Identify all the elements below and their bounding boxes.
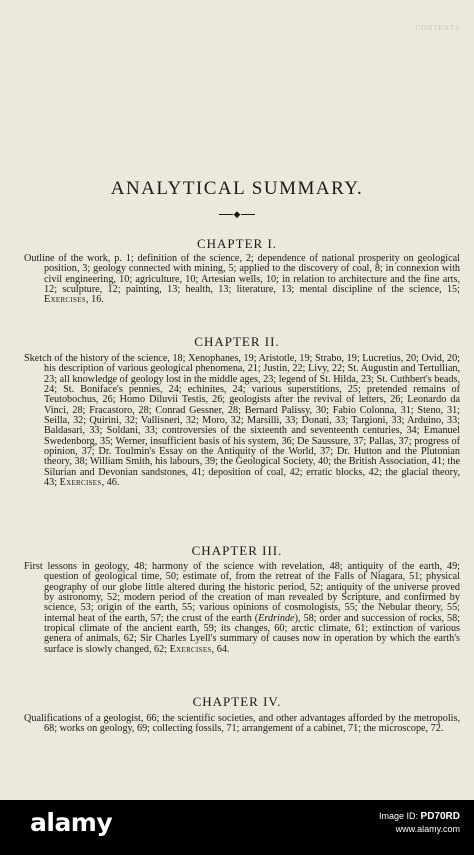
chapter-4-text: Qualifications of a geologist, 66; the scientific societies, and other advantages afforded by the metropolis, 68; works on geology, 69; collecting fossils, 71; arrangement of a cabinet, 71; the microscope, 72.	[24, 713, 460, 735]
chapter-3-summary	[24, 562, 460, 655]
ornament-rule-right	[241, 214, 255, 215]
chapter-1-heading: CHAPTER I.	[196, 236, 278, 251]
chapter-4-heading: CHAPTER IV.	[192, 694, 282, 709]
title-ornament	[0, 209, 474, 219]
chapter-2-end: , 46.	[101, 477, 120, 489]
chapter-1-summary	[24, 254, 460, 306]
image-id-label: Image ID:	[379, 811, 419, 821]
chapter-4-summary	[24, 714, 460, 735]
diamond-icon: ◆	[233, 209, 241, 219]
chapter-1-end: , 16.	[86, 294, 104, 306]
chapter-2-heading: CHAPTER II.	[194, 334, 280, 349]
chapter-3-end: , 64.	[211, 643, 230, 655]
chapter-3-italic-term: Erdrinde	[258, 612, 295, 624]
chapter-1-exercises: Exercises	[44, 294, 86, 306]
chapter-3-text-after: ), 58; order and succession of rocks, 58; tropical climate of the ancient earth, 59; its changes, 60; arctic climate, 61; extinction of various genera of animals, 62; Sir Charles Lyell's summary of causes now in operation by which the earth's surface is slowly changed, 62;	[44, 612, 460, 655]
chapter-1-text: Outline of the work, p. 1; definition of the science, 2; dependence of national prosperity on geological position, 3; geology connected with mining, 5; applied to the discovery of coal, 8; in connexion with civil engineering, 10; agriculture, 10; Artesian wells, 10; in relation to architecture and the fine arts, 12; sculpture, 12; painting, 13; health, 13; literature, 13; mental discipline of the science, 15;	[24, 253, 460, 296]
ornament-rule-left	[219, 214, 233, 215]
chapter-3-heading: CHAPTER III.	[191, 543, 283, 558]
chapter-3-exercises: Exercises	[169, 643, 212, 655]
bleed-through-header: CONTENTS	[415, 24, 460, 32]
image-id: PD70RD	[420, 811, 460, 822]
site-url: www.alamy.com	[395, 824, 460, 834]
alamy-logo: alamy	[30, 808, 113, 837]
chapter-3-text-before: First lessons in geology, 48; harmony of the science with revelation, 48; antiquity of the earth, 49; question of geological time, 50; estimate of, from the retreat of the Falls of Niagara, 51; physical geography of our globe little altered during the historic period, 52; antiquity of the universe proved by astronomy, 52; modern period of the creation of man revealed by Scripture, and confirmed by science, 53; origin of the earth, 55; various opinions of cosmologists, 55; the Nebular theory, 55; internal heat of the earth, 57; the crust of the earth (	[24, 561, 460, 624]
chapter-2-summary	[24, 354, 460, 488]
chapter-2-text: Sketch of the history of the science, 18; Xenophanes, 19; Aristotle, 19; Strabo, 19; Lucretius, 20; Ovid, 20; his description of various geological phenomena, 21; Justin, 22; Livy, 22; St. Augustin and Tertullian, 23; all knowledge of geology lost in the middle ages, 23; legend of St. Hilda, 23; St. Cuthbert's beads, 24; St. Boniface's pennies, 24; echinites, 24; various superstitions, 25; pretended remains of Teutobochus, 26; Homo Diluvii Testis, 26; geologists after the revival of letters, 26; Leonardo da Vinci, 28; Fracastoro, 28; Conrad Gessner, 28; Bernard Palissy, 30; Fabio Colonna, 31; Steno, 31; Seilla, 32; Quirini, 32; Vallisneri, 32; Moro, 32; Marsilli, 33; Donati, 33; Targioni, 33; Arduino, 33; Baldasari, 33; Soldani, 33; controversies of the sixteenth and seventeenth centuries, 34; Emanuel Swedenborg, 35; Werner, insufficient basis of his system, 36; De Saussure, 37; Pallas, 37; progress of opinion, 37; Dr. Toulmin's Essay on the Antiquity of the World, 37; Dr. Hutton and the Plutonian theory, 38; William Smith, his labours, 39; the Geological Society, 40; the British Association, 41; the Silurian and Devonian sandstones, 41; deposition of coal, 42; erratic blocks, 42; the glacial theory, 43;	[24, 353, 460, 489]
page-title: ANALYTICAL SUMMARY.	[110, 178, 364, 199]
stock-info	[379, 810, 460, 836]
chapter-2-exercises: Exercises	[59, 477, 102, 489]
